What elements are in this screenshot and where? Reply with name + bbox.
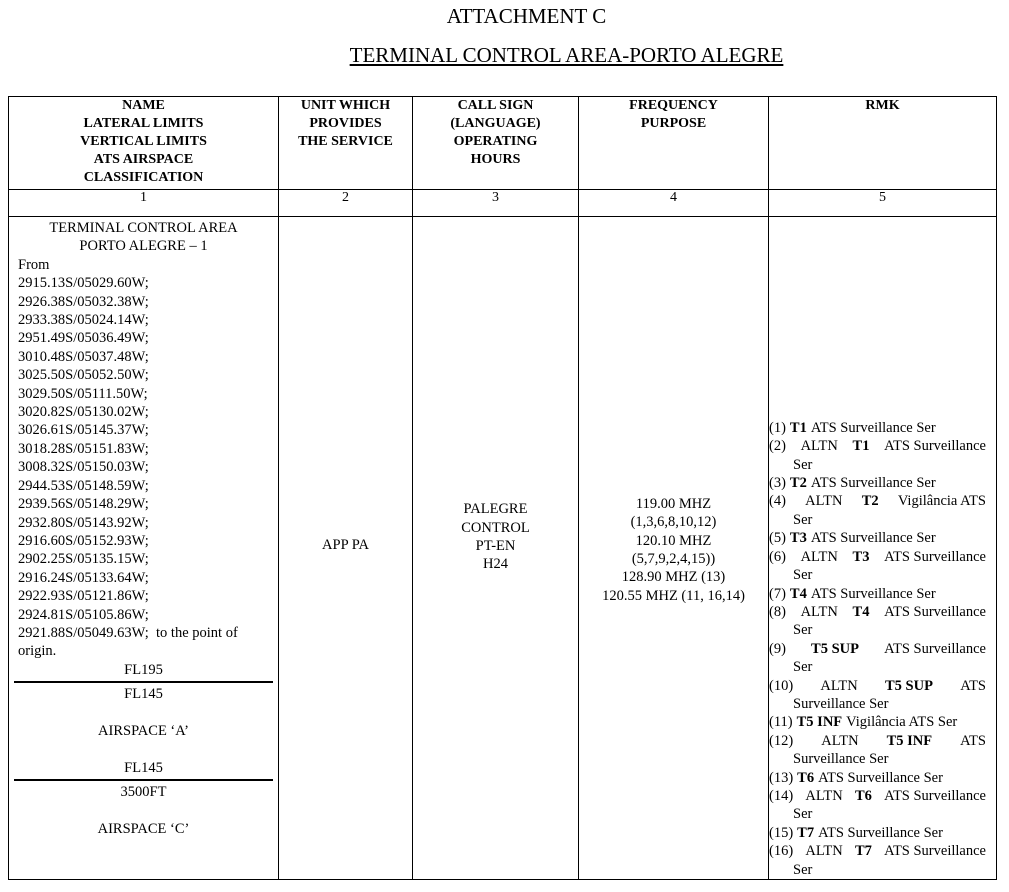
sector-a-class: AIRSPACE ‘A’ — [98, 722, 189, 739]
coordinate: 3025.50S/05052.50W; — [18, 367, 149, 384]
divider — [14, 779, 273, 781]
area-cell — [9, 217, 279, 880]
column-number: 5 — [769, 190, 997, 217]
remark-item: (12) ALTN T5 INF ATS Surveillance Ser — [769, 732, 986, 768]
sector-c-upper: FL145 — [124, 759, 163, 776]
header-col-5: RMK — [769, 97, 997, 190]
callsign: PALEGRE CONTROL PT-EN H24 — [461, 501, 530, 573]
coordinate: 2922.93S/05121.86W; — [18, 588, 149, 605]
coordinate: 2932.80S/05143.92W; — [18, 514, 149, 531]
column-number-row — [9, 190, 997, 217]
coordinate: 2933.38S/05024.14W; — [18, 312, 149, 329]
column-number: 2 — [279, 190, 413, 217]
column-number: 3 — [413, 190, 579, 217]
frequency-line: 120.55 MHZ (11, 16,14) — [602, 587, 745, 604]
coordinate: 2939.56S/05148.29W; — [18, 496, 149, 513]
coordinate-last: 2921.88S/05049.63W; to the point of — [18, 624, 238, 641]
coordinate: 2916.24S/05133.64W; — [18, 569, 149, 586]
coordinate: 2951.49S/05036.49W; — [18, 330, 149, 347]
remark-continuation: Surveillance Ser — [793, 751, 889, 768]
coordinate: 3018.28S/05151.83W; — [18, 440, 149, 457]
remark-item: (8) ALTN T4 ATS Surveillance Ser — [769, 603, 986, 639]
remark-continuation: Ser — [793, 567, 813, 584]
header-col-3: CALL SIGN (LANGUAGE) OPERATING HOURS — [413, 97, 579, 190]
coordinate: 3008.32S/05150.03W; — [18, 459, 149, 476]
remark-continuation: Ser — [793, 456, 813, 473]
remark-continuation: Ser — [793, 659, 813, 676]
remark-item: (4) ALTN T2 Vigilância ATS Ser — [769, 493, 986, 528]
remark-item: (2) ALTN T1 ATS Surveillance Ser — [769, 438, 986, 473]
remark-continuation: Ser — [793, 806, 813, 823]
remark-item: (9) T5 SUP ATS Surveillance Ser — [769, 640, 986, 676]
unit-cell — [279, 217, 413, 880]
frequency-cell — [579, 217, 769, 880]
coordinate: 3010.48S/05037.48W; — [18, 348, 149, 365]
document-title: TERMINAL CONTROL AREA-PORTO ALEGRE — [349, 43, 784, 67]
callsign-cell — [413, 217, 579, 880]
remark-continuation: Ser — [793, 622, 813, 639]
remark-item: (5) T3 ATS Surveillance Ser — [769, 530, 936, 547]
frequency-line: (5,7,9,2,4,15)) — [631, 551, 716, 567]
frequency-line: 120.10 MHZ — [635, 532, 712, 549]
coordinate: 3026.61S/05145.37W; — [18, 422, 149, 439]
remark-continuation: Ser — [793, 861, 813, 878]
remark-item: (14) ALTN T6 ATS Surveillance Ser — [769, 787, 986, 823]
header-col-4: FREQUENCY PURPOSE — [579, 97, 769, 190]
remark-item: (1) T1 ATS Surveillance Ser — [769, 419, 936, 436]
coordinate: 2944.53S/05148.59W; — [18, 477, 149, 494]
coordinate: 2926.38S/05032.38W; — [18, 293, 149, 310]
origin-label: origin. — [18, 643, 57, 660]
from-label: From — [18, 256, 50, 273]
header-col-2: UNIT WHICH PROVIDES THE SERVICE — [279, 97, 413, 190]
frequency-line: 119.00 MHZ — [635, 495, 712, 512]
frequency-line: 128.90 MHZ (13) — [621, 569, 726, 586]
sector-a-lower: FL145 — [124, 686, 163, 703]
remark-item: (10) ALTN T5 SUP ATS Surveillance Ser — [769, 677, 986, 712]
sector-a-upper: FL195 — [124, 661, 163, 678]
sector-c-lower: 3500FT — [120, 784, 167, 801]
header-col-1: NAME LATERAL LIMITS VERTICAL LIMITS ATS AIRSPACE CLASSIFICATION — [9, 97, 279, 190]
remark-item: (6) ALTN T3 ATS Surveillance Ser — [769, 548, 986, 584]
column-number: 1 — [9, 190, 279, 217]
remark-item: (3) T2 ATS Surveillance Ser — [769, 475, 936, 492]
divider — [14, 681, 273, 683]
frequency-line: (1,3,6,8,10,12) — [630, 514, 717, 531]
table-row — [9, 217, 997, 880]
coordinate: 2924.81S/05105.86W; — [18, 606, 149, 623]
remark-continuation: Surveillance Ser — [793, 695, 889, 712]
attachment-label: ATTACHMENT C — [446, 4, 607, 28]
lateral-limits — [9, 256, 278, 661]
remarks-cell — [769, 217, 997, 880]
column-number: 4 — [579, 190, 769, 217]
unit-name: APP PA — [322, 536, 369, 553]
airspace-table — [8, 96, 997, 880]
header-row — [9, 97, 997, 190]
remark-continuation: Ser — [793, 511, 813, 528]
coordinate: 2902.25S/05135.15W; — [18, 551, 149, 568]
remark-item: (11) T5 INF Vigilância ATS Ser — [769, 714, 958, 731]
remark-item: (16) ALTN T7 ATS Surveillance Ser — [769, 843, 986, 878]
coordinate-list — [18, 274, 278, 624]
coordinate: 2915.13S/05029.60W; — [18, 275, 149, 292]
coordinate: 3020.82S/05130.02W; — [18, 404, 149, 421]
remark-item: (15) T7 ATS Surveillance Ser — [769, 824, 943, 841]
remarks-list — [769, 419, 996, 879]
remark-item: (13) T6 ATS Surveillance Ser — [769, 769, 943, 786]
coordinate: 3029.50S/05111.50W; — [18, 385, 148, 402]
sector-c-class: AIRSPACE ‘C’ — [97, 820, 190, 837]
area-name: TERMINAL CONTROL AREA PORTO ALEGRE – 1 — [49, 220, 238, 255]
remark-item: (7) T4 ATS Surveillance Ser — [769, 585, 936, 602]
coordinate: 2916.60S/05152.93W; — [18, 532, 149, 549]
frequency-list — [579, 495, 768, 605]
